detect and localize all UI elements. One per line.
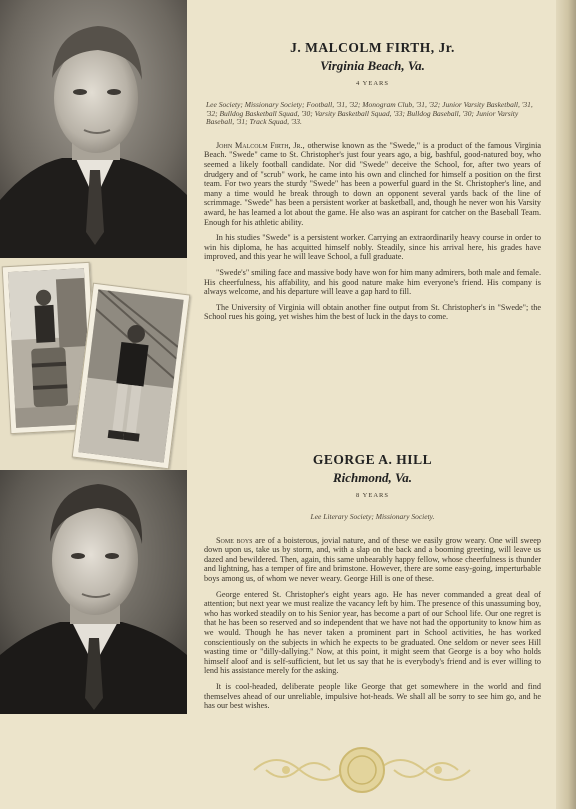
bio-paragraph: It is cool-headed, deliberate people like George that get somewhere in the world and find themselves ahead of our unreliable, impulsive hot-heads. We shall all be sorry to see him go, and he has our best wishes. [204,681,541,711]
years-attended: 8 YEARS [356,492,389,499]
activities-list: Lee Literary Society; Missionary Society. [310,512,435,521]
snapshot-collage [0,258,187,470]
senior-name: GEORGE A. HILL [312,452,433,467]
page-edge [556,0,576,809]
portrait-photo-hill [0,470,187,714]
senior-name: J. MALCOLM FIRTH, Jr. [290,40,455,55]
senior-entry-firth [200,40,545,328]
bio-paragraph: "Swede's" smiling face and massive body have won for him many admirers, both male and female. His cheerfulness, his affability, and his good nature make him everyone's friend. His company is always welcome, and his departure will leave a gap hard to fill. [204,267,541,297]
activities-list: Lee Society; Missionary Society; Football, '31, '32; Monogram Club, '31, '32; Junior Varsity Basketball, '31, '32; Bulldog Basketball Squad, '30; Varsity Basketball Squad, '33; Bulldog Baseball, '30; Junior Varsity Baseball, '31; Track Squad, '33. [206,100,533,127]
bio-lead: Some boys [216,535,253,545]
snapshot-photo-right [72,283,191,470]
years-attended: 4 YEARS [356,80,389,87]
bio-paragraph: John Malcolm Firth, Jr., otherwise known as the "Swede," is a product of the famous Virginia Beach. "Swede" came to St. Christopher's just four years ago, a big, bashful, good-natured boy, who seemed a likely football candidate. Nor did "Swede" deceive the School, for, after two years of drudgery and of "scrub" work, he came into his own and clinched for himself a position on the first team. For two years the sturdy "Swede" has been a powerful guard in the St. Christopher's line, and many a time would he break through to down an opponent several yards back of the line of scrimmage. "Swede" has been a persistent worker at basketball, and, though he never won his Varsity award, he has learned a lot about the game. He also was an aspirant for catcher on the Baseball Team. Enough for his athletic ability. [204,140,542,227]
senior-entry-hill [200,452,545,717]
portrait-photo-firth [0,0,187,258]
decorative-ornament-icon [246,744,478,796]
biography [200,536,545,711]
bio-paragraph: In his studies "Swede" is a persistent worker. Carrying an extraordinarily heavy course in order to win his diploma, he has acquitted himself nobly. Steadily, since his arrival here, his grades have improved, and this year he will leave School, a full graduate. [204,233,541,262]
bio-paragraph: George entered St. Christopher's eight years ago. He has never commanded a great deal of attention; but next year we must realize the vacancy left by him. The presence of this unassuming boy, who has worked steadily on to his Senior year, has become a part of our School life. Our one regret is that he has been so reserved and so independent that we have not had the opportunity to know him as we would. Though he has never taken a prominent part in School activities, he has worked conscientiously on the subjects in which he expects to be graduated. One seldom or never sees Hill wasting time or "dilly-dallying." Now, at this point, it might seem that George is a boy who holds himself aloof and is self-sufficient, but let us say that he is everybody's friend and is ever willing to lend his assistance merely for the asking. [204,589,541,676]
biography [200,141,545,322]
bio-paragraph: The University of Virginia will obtain another fine output from St. Christopher's in "Swede"; the School rues his going, yet wishes him the best of luck in the days to come. [204,302,541,322]
senior-hometown: Virginia Beach, Va. [320,58,425,73]
bio-paragraph: Some boys are of a boisterous, jovial nature, and of these we easily grow weary. One will sweep down upon us, take us by storm, and, with a slap on the back and a booming greeting, will leave us dazed and bewildered. Then, again, this same unbearably happy fellow, whose cheerfulness is thunder and lightning, has a temper of fire and brimstone. However, there are some easy-going, imperturbable boys among us, of whom we never weary. George Hill is one of these. [204,535,541,583]
senior-hometown: Richmond, Va. [332,470,413,485]
bio-lead: John Malcolm Firth, Jr., [216,140,305,150]
